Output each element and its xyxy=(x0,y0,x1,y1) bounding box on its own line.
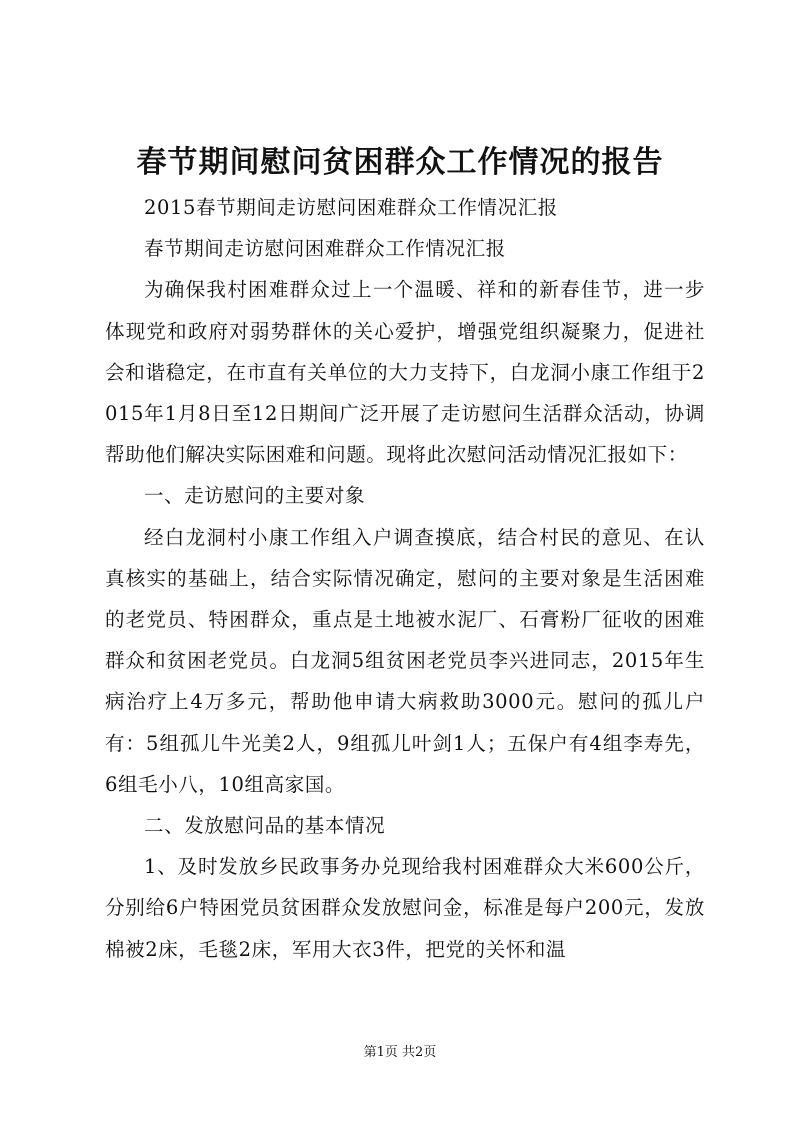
section-body-1: 经白龙洞村小康工作组入户调查摸底，结合村民的意见、在认真核实的基础上，结合实际情况确定，慰问的主要对象是生活困难的老党员、特困群众，重点是土地被水泥厂、石膏粉厂征收的困难群众和贫困老党员。白龙洞5组贫困老党员李兴进同志，2015年生病治疗上4万多元，帮助他申请大病救助3000元。慰问的孤儿户有：5组孤儿牛光美2人，9组孤儿叶剑1人；五保户有4组李寿先，6组毛小八，10组高家国。 xyxy=(105,525,705,796)
section-heading-1: 一、走访慰问的主要对象 xyxy=(144,484,366,508)
subtitle-paragraph: 2015春节期间走访慰问困难群众工作情况汇报 xyxy=(144,196,558,219)
section-heading-2: 二、发放慰问品的基本情况 xyxy=(144,814,386,838)
section-body-2: 1、及时发放乡民政事务办兑现给我村困难群众大米600公斤，分别给6户特困党员贫困群众发放慰问金，标准是每户200元，发放棉被2床，毛毯2床，军用大衣3件，把党的关怀和温 xyxy=(105,855,705,961)
intro-paragraph: 为确保我村困难群众过上一个温暖、祥和的新春佳节，进一步体现党和政府对弱势群休的关心爱护，增强党组织凝聚力，促进社会和谐稳定，在市直有关单位的大力支持下，白龙洞小康工作组于2015年1月8日至12日期间广泛开展了走访慰问生活群众活动，协调帮助他们解决实际困难和问题。现将此次慰问活动情况汇报如下： xyxy=(105,278,705,467)
document-title: 春节期间慰问贫困群众工作情况的报告 xyxy=(136,145,664,180)
heading-paragraph: 春节期间走访慰问困难群众工作情况汇报 xyxy=(144,237,506,261)
page-number-footer: 第1页 共2页 xyxy=(363,1045,437,1060)
document-body xyxy=(105,187,705,970)
